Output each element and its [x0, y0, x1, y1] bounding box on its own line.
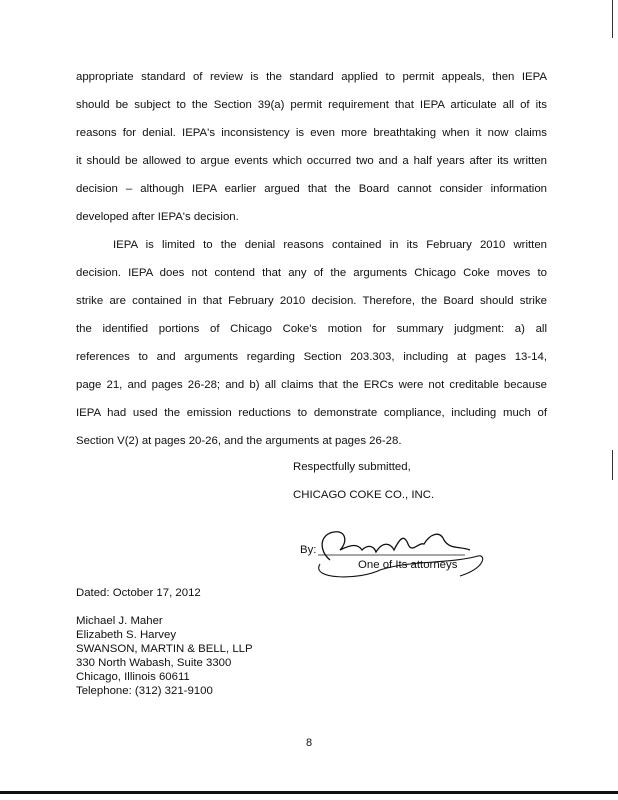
body-line: decision. IEPA does not contend that any of the arguments Chicago Coke moves to	[76, 267, 547, 279]
address-line: Elizabeth S. Harvey	[76, 629, 177, 641]
body-line: it should be allowed to argue events which occurred two and a half years after its written	[76, 155, 547, 167]
scan-bottom-edge	[0, 791, 618, 794]
address-line: Chicago, Illinois 60611	[76, 671, 190, 683]
body-line: Section V(2) at pages 20-26, and the arguments at pages 26-28.	[76, 435, 402, 447]
body-line: decision – although IEPA earlier argued that the Board cannot consider information	[76, 183, 547, 195]
body-line: IEPA had used the emission reductions to demonstrate compliance, including much of	[76, 407, 547, 419]
body-line: IEPA is limited to the denial reasons contained in its February 2010 written	[113, 239, 547, 251]
closing-text: Respectfully submitted,	[293, 461, 411, 473]
role-label: One of Its attorneys	[358, 559, 458, 571]
handwritten-signature	[300, 520, 490, 582]
body-line: should be subject to the Section 39(a) permit requirement that IEPA articulate all of its	[76, 99, 547, 111]
body-line: reasons for denial. IEPA's inconsistency is even more breathtaking when it now claims	[76, 127, 547, 139]
body-line: the identified portions of Chicago Coke's motion for summary judgment: a) all	[76, 323, 547, 335]
address-line: Michael J. Maher	[76, 615, 163, 627]
body-line: developed after IEPA's decision.	[76, 211, 239, 223]
scan-edge-mark	[612, 0, 613, 38]
body-line: page 21, and pages 26-28; and b) all claims that the ERCs were not creditable because	[76, 379, 547, 391]
address-line: Telephone: (312) 321-9100	[76, 685, 213, 697]
by-label: By:	[300, 544, 317, 556]
dated-line: Dated: October 17, 2012	[76, 587, 201, 599]
body-line: references to and arguments regarding Section 203.303, including at pages 13-14,	[76, 351, 547, 363]
company-name: CHICAGO COKE CO., INC.	[293, 489, 435, 501]
scan-edge-mark	[612, 450, 613, 480]
address-line: 330 North Wabash, Suite 3300	[76, 657, 232, 669]
address-line: SWANSON, MARTIN & BELL, LLP	[76, 643, 253, 655]
body-line: appropriate standard of review is the standard applied to permit appeals, then IEPA	[76, 71, 547, 83]
page-number: 8	[306, 737, 313, 749]
body-line: strike are contained in that February 2010 decision. Therefore, the Board should strike	[76, 295, 547, 307]
